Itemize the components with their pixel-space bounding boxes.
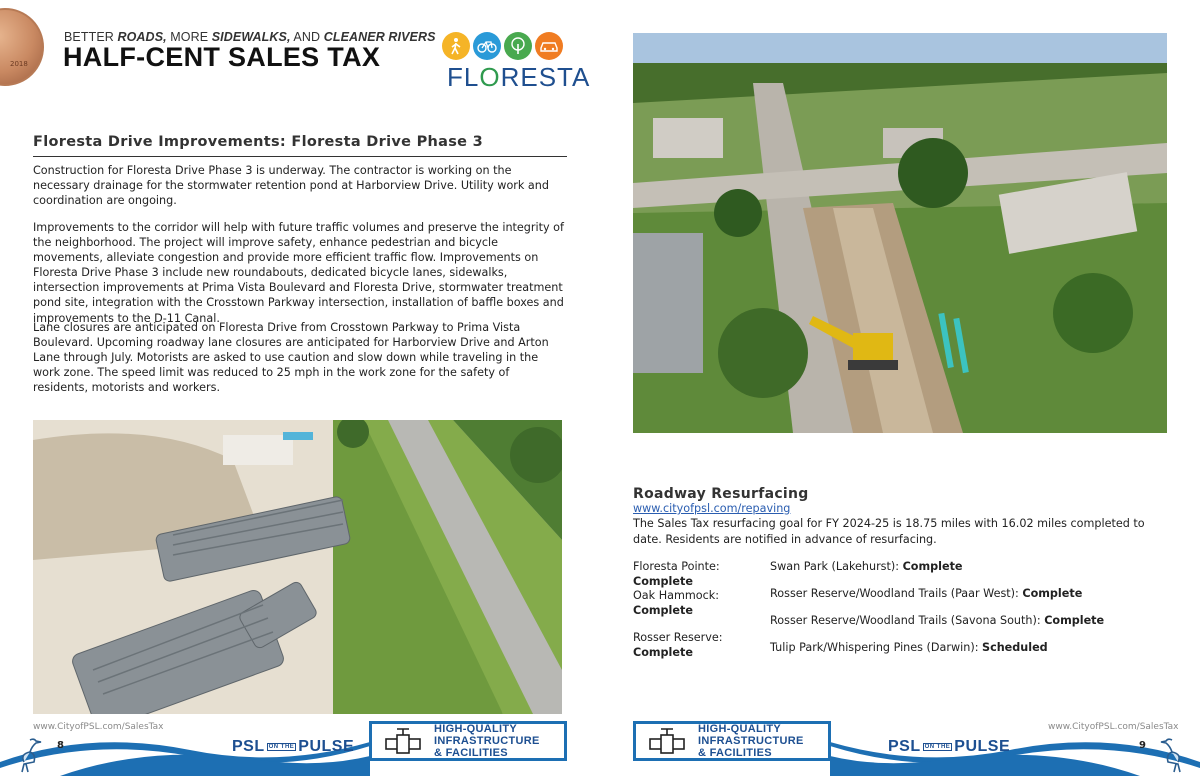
section-title-floresta: Floresta Drive Improvements: Floresta Drive Phase 3 [33, 134, 484, 150]
status-oak-hammock: Oak Hammock: Complete [633, 589, 720, 617]
paragraph-1: Construction for Floresta Drive Phase 3 is underway. The contractor is working on the necessary drainage for the stormwater retention pond at Harborview Drive. Utility work and coordination are ongoing. [33, 164, 549, 208]
infra-line-1: HIGH-QUALITY [698, 723, 782, 735]
floresta-logo-text: FLORESTA [447, 62, 591, 92]
tree-icon [504, 32, 532, 60]
repaving-link[interactable]: www.cityofpsl.com/repaving [633, 502, 791, 515]
infra-line-1: HIGH-QUALITY [434, 723, 518, 735]
footer-url-left[interactable]: www.CityofPSL.com/SalesTax [33, 722, 164, 732]
valve-icon [372, 724, 434, 758]
status-swan-park: Swan Park (Lakehurst): Complete [770, 560, 963, 573]
psl-pulse-logo: PSL ON THE PULSE [888, 738, 1011, 755]
status-paar-west: Rosser Reserve/Woodland Trails (Paar West): Complete [770, 587, 1083, 600]
heron-icon [10, 736, 44, 774]
status-darwin: Tulip Park/Whispering Pines (Darwin): Scheduled [770, 641, 1048, 654]
status-savona-south: Rosser Reserve/Woodland Trails (Savona South): Complete [770, 614, 1105, 627]
paragraph-3: Lane closures are anticipated on Floresta Drive from Crosstown Parkway to Prima Vista Boulevard. Upcoming roadway lane closures are anticipated for Harborview Drive and Arton Lane through July. Motorists are asked to use caution and slow down while traveling in the work zone. The speed limit was reduced to 25 mph in the work zone for the safety of residents, motorists and workers. [33, 321, 549, 395]
infra-line-3: & FACILITIES [698, 747, 772, 759]
bicycle-icon [473, 32, 501, 60]
resurfacing-description: The Sales Tax resurfacing goal for FY 2024-25 is 18.75 miles with 16.02 miles completed to date. Residents are notified in advance of resurfacing. [633, 517, 1145, 546]
footer-url-right[interactable]: www.CityofPSL.com/SalesTax [1048, 722, 1179, 732]
penny-graphic [0, 8, 44, 86]
page-title: HALF-CENT SALES TAX [63, 42, 381, 72]
floresta-logo-icons [442, 32, 563, 60]
section-divider [33, 156, 567, 157]
infrastructure-badge [369, 721, 567, 761]
psl-pulse-logo: PSL ON THE PULSE [232, 738, 355, 755]
aerial-construction-photo [633, 33, 1167, 433]
infra-line-2: INFRASTRUCTURE [698, 735, 804, 747]
wave-right [830, 732, 1200, 776]
infra-line-2: INFRASTRUCTURE [434, 735, 540, 747]
car-icon [535, 32, 563, 60]
infrastructure-badge [633, 721, 831, 761]
pedestrian-icon [442, 32, 470, 60]
status-rosser-reserve: Rosser Reserve: Complete [633, 631, 723, 659]
status-floresta-pointe: Floresta Pointe: Complete [633, 560, 720, 588]
section-title-resurfacing: Roadway Resurfacing [633, 486, 809, 502]
heron-icon [1158, 736, 1192, 774]
penny-year: 2018 [10, 60, 28, 68]
valve-icon [636, 724, 698, 758]
paragraph-2: Improvements to the corridor will help with future traffic volumes and preserve the integrity of the neighborhood. The project will improve safety, enhance pedestrian and bicycle movements, alleviate congestion and provide more efficient traffic flow. Improvements on Floresta Drive Phase 3 include new roundabouts, dedicated bicycle lanes, sidewalks, intersection improvements at Prima Vista Boulevard and Floresta Drive, stormwater treatment pond site, integration with the Crosstown Parkway intersection, installation of baffle boxes and improvements to the D-11 Canal. [33, 221, 564, 325]
infra-line-3: & FACILITIES [434, 747, 508, 759]
page-number-right: 9 [1139, 740, 1146, 751]
page-number-left: 8 [57, 740, 64, 751]
construction-pipes-photo [33, 420, 562, 714]
tagline: BETTER ROADS, MORE SIDEWALKS, AND CLEANER RIVERS [64, 30, 436, 44]
